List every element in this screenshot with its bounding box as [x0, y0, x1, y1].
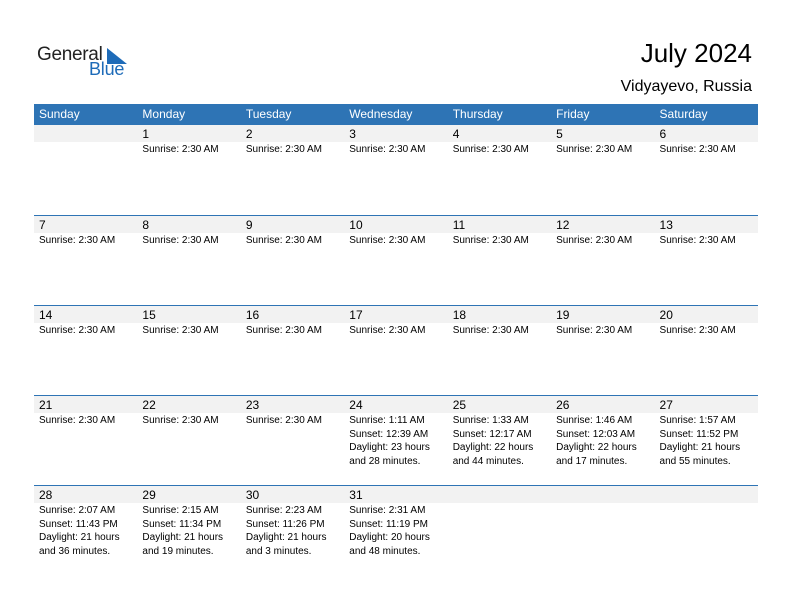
weekday-header	[34, 104, 758, 125]
sun-info-line: Sunrise: 2:30 AM	[659, 325, 736, 336]
sun-info-line: Sunrise: 2:23 AM	[245, 505, 322, 516]
sun-info-line: Sunrise: 2:30 AM	[245, 144, 322, 155]
day-sun-info	[137, 233, 240, 248]
sun-info-line: Daylight: 21 hours	[142, 532, 224, 543]
calendar-day-cell	[241, 125, 344, 215]
sun-info-line: Sunrise: 2:30 AM	[556, 325, 633, 336]
day-sun-info	[34, 413, 137, 428]
calendar-day-cell	[344, 306, 447, 395]
day-number: 29	[137, 486, 240, 503]
calendar-grid	[34, 125, 758, 575]
day-sun-info	[551, 503, 654, 504]
calendar-day-cell	[137, 216, 240, 305]
calendar-day-cell	[137, 486, 240, 575]
day-number: 1	[137, 125, 240, 142]
sun-info-line: and 36 minutes.	[39, 545, 111, 557]
sun-info-line: and 19 minutes.	[142, 545, 214, 557]
weekday-monday: Monday	[142, 107, 186, 121]
sun-info-line: Sunrise: 2:30 AM	[556, 235, 633, 246]
sun-info-line: Daylight: 21 hours	[245, 532, 327, 543]
day-sun-info	[655, 323, 758, 338]
day-sun-info	[551, 323, 654, 338]
sun-info-line: Sunset: 11:43 PM	[39, 518, 118, 530]
calendar-day-cell	[34, 396, 137, 485]
calendar-day-cell	[137, 125, 240, 215]
day-number: 16	[241, 306, 344, 323]
day-number: 10	[344, 216, 447, 233]
calendar-day-cell	[448, 125, 551, 215]
day-number: 5	[551, 125, 654, 142]
sun-info-line: Sunrise: 2:30 AM	[142, 325, 219, 336]
sun-info-line: Daylight: 20 hours	[349, 532, 430, 543]
sun-info-line: Sunrise: 2:30 AM	[39, 235, 116, 246]
sun-info-line: Sunrise: 1:57 AM	[659, 415, 736, 426]
calendar-week-row	[34, 485, 758, 575]
day-number: 14	[34, 306, 137, 323]
sun-info-line: Sunrise: 2:30 AM	[142, 235, 219, 246]
sun-info-line: Sunrise: 2:30 AM	[245, 235, 322, 246]
day-sun-info	[448, 233, 551, 248]
sun-info-line: Sunset: 11:26 PM	[245, 518, 325, 530]
sun-info-line: Sunrise: 2:30 AM	[349, 325, 426, 336]
calendar-week-row	[34, 305, 758, 395]
sun-info-line: Daylight: 22 hours	[556, 442, 637, 453]
day-sun-info	[551, 413, 654, 468]
sun-info-line: Daylight: 21 hours	[39, 532, 120, 543]
day-number	[551, 486, 654, 503]
calendar-day-cell	[448, 216, 551, 305]
sun-info-line: and 44 minutes.	[452, 455, 524, 467]
day-sun-info	[655, 503, 758, 504]
day-sun-info	[34, 233, 137, 248]
day-sun-info	[241, 142, 344, 157]
day-sun-info	[241, 323, 344, 338]
sun-info-line: Sunrise: 2:30 AM	[39, 415, 116, 426]
weekday-tuesday: Tuesday	[245, 107, 292, 121]
weekday-sunday: Sunday	[39, 107, 80, 121]
sun-info-line: and 3 minutes.	[245, 545, 312, 557]
sun-info-line: Sunrise: 2:30 AM	[556, 144, 633, 155]
day-sun-info	[34, 323, 137, 338]
calendar-week-row	[34, 215, 758, 305]
day-sun-info	[551, 142, 654, 157]
calendar-day-cell	[137, 306, 240, 395]
day-sun-info	[137, 142, 240, 157]
day-number: 21	[34, 396, 137, 413]
day-sun-info	[137, 323, 240, 338]
day-number: 11	[448, 216, 551, 233]
calendar-week-row	[34, 395, 758, 485]
calendar-day-cell	[551, 396, 654, 485]
day-number: 28	[34, 486, 137, 503]
day-number: 12	[551, 216, 654, 233]
sun-info-line: Sunset: 12:17 AM	[452, 428, 532, 440]
day-sun-info	[448, 323, 551, 338]
weekday-wednesday: Wednesday	[349, 107, 413, 121]
day-number: 4	[448, 125, 551, 142]
calendar-day-empty	[655, 486, 758, 575]
sun-info-line: Sunset: 12:03 AM	[556, 428, 636, 440]
calendar-day-cell	[655, 216, 758, 305]
day-number: 20	[655, 306, 758, 323]
calendar-day-cell	[241, 306, 344, 395]
calendar-title: July 2024	[640, 38, 752, 68]
logo-text-blue: Blue	[89, 59, 125, 79]
calendar-day-cell	[655, 396, 758, 485]
day-number	[655, 486, 758, 503]
day-sun-info	[34, 142, 137, 143]
calendar-day-cell	[241, 486, 344, 575]
day-number: 17	[344, 306, 447, 323]
day-sun-info	[344, 323, 447, 338]
day-number: 19	[551, 306, 654, 323]
sun-info-line: and 55 minutes.	[659, 455, 731, 467]
sun-info-line: Sunrise: 2:30 AM	[659, 235, 736, 246]
sun-info-line: Sunrise: 2:15 AM	[142, 505, 219, 516]
day-sun-info	[137, 503, 240, 558]
sun-info-line: Sunset: 12:39 AM	[349, 428, 429, 440]
day-number: 15	[137, 306, 240, 323]
calendar-day-cell	[551, 306, 654, 395]
sun-info-line: Sunrise: 2:30 AM	[245, 415, 322, 426]
sun-info-line: Sunset: 11:52 PM	[659, 428, 739, 440]
day-sun-info	[344, 503, 447, 558]
day-number: 25	[448, 396, 551, 413]
calendar-day-cell	[448, 306, 551, 395]
day-sun-info	[448, 142, 551, 157]
day-number: 6	[655, 125, 758, 142]
sun-info-line: Sunrise: 2:30 AM	[39, 325, 116, 336]
day-sun-info	[448, 503, 551, 504]
sun-info-line: and 48 minutes.	[349, 545, 421, 557]
day-number: 7	[34, 216, 137, 233]
day-number: 18	[448, 306, 551, 323]
calendar-day-cell	[551, 216, 654, 305]
calendar-day-cell	[655, 125, 758, 215]
calendar-week-row	[34, 125, 758, 215]
day-number	[34, 125, 137, 142]
day-number: 31	[344, 486, 447, 503]
day-sun-info	[551, 233, 654, 248]
day-sun-info	[344, 413, 447, 468]
sun-info-line: Sunrise: 2:30 AM	[142, 415, 219, 426]
day-number: 3	[344, 125, 447, 142]
weekday-thursday: Thursday	[452, 107, 503, 121]
day-sun-info	[241, 233, 344, 248]
sun-info-line: Daylight: 22 hours	[452, 442, 534, 453]
day-number: 27	[655, 396, 758, 413]
calendar-day-cell	[344, 216, 447, 305]
day-number: 2	[241, 125, 344, 142]
weekday-saturday: Saturday	[659, 107, 708, 121]
sun-info-line: Sunset: 11:34 PM	[142, 518, 222, 530]
day-sun-info	[655, 413, 758, 468]
calendar-day-cell	[655, 306, 758, 395]
calendar-day-cell	[344, 396, 447, 485]
sun-info-line: Sunrise: 2:30 AM	[349, 144, 426, 155]
calendar-day-cell	[34, 486, 137, 575]
calendar-day-cell	[448, 396, 551, 485]
day-number: 13	[655, 216, 758, 233]
day-sun-info	[448, 413, 551, 468]
day-number: 8	[137, 216, 240, 233]
sun-info-line: Sunrise: 1:46 AM	[556, 415, 633, 426]
calendar-day-cell	[34, 306, 137, 395]
brand-logo	[37, 44, 137, 80]
sun-info-line: and 28 minutes.	[349, 455, 421, 467]
day-sun-info	[655, 142, 758, 157]
day-number: 23	[241, 396, 344, 413]
calendar-day-cell	[34, 216, 137, 305]
sun-info-line: Sunrise: 2:30 AM	[452, 144, 529, 155]
sun-info-line: and 17 minutes.	[556, 455, 628, 467]
calendar-day-cell	[551, 125, 654, 215]
day-sun-info	[655, 233, 758, 248]
sun-info-line: Sunrise: 2:30 AM	[452, 235, 529, 246]
sun-info-line: Sunrise: 1:33 AM	[452, 415, 529, 426]
day-number: 24	[344, 396, 447, 413]
sun-info-line: Daylight: 21 hours	[659, 442, 741, 453]
calendar-day-cell	[137, 396, 240, 485]
day-sun-info	[241, 503, 344, 558]
sun-info-line: Sunset: 11:19 PM	[349, 518, 429, 530]
day-sun-info	[241, 413, 344, 428]
day-number: 26	[551, 396, 654, 413]
sun-info-line: Sunrise: 2:30 AM	[659, 144, 736, 155]
weekday-friday: Friday	[556, 107, 590, 121]
sun-info-line: Sunrise: 2:31 AM	[349, 505, 426, 516]
day-number	[448, 486, 551, 503]
sun-info-line: Sunrise: 1:11 AM	[349, 415, 425, 426]
day-sun-info	[344, 233, 447, 248]
calendar-day-empty	[448, 486, 551, 575]
calendar-day-empty	[551, 486, 654, 575]
day-number: 30	[241, 486, 344, 503]
day-number: 22	[137, 396, 240, 413]
sun-info-line: Sunrise: 2:30 AM	[245, 325, 322, 336]
day-number: 9	[241, 216, 344, 233]
calendar-day-cell	[241, 216, 344, 305]
sun-info-line: Sunrise: 2:30 AM	[142, 144, 219, 155]
calendar-location: Vidyayevo, Russia	[620, 78, 752, 95]
calendar-day-empty	[34, 125, 137, 215]
logo-text-general: General	[37, 44, 103, 65]
day-sun-info	[344, 142, 447, 157]
calendar-day-cell	[344, 125, 447, 215]
sun-info-line: Daylight: 23 hours	[349, 442, 430, 453]
day-sun-info	[137, 413, 240, 428]
sun-info-line: Sunrise: 2:30 AM	[349, 235, 426, 246]
calendar-day-cell	[241, 396, 344, 485]
calendar-day-cell	[344, 486, 447, 575]
day-sun-info	[34, 503, 137, 558]
sun-info-line: Sunrise: 2:07 AM	[39, 505, 116, 516]
sun-info-line: Sunrise: 2:30 AM	[452, 325, 529, 336]
